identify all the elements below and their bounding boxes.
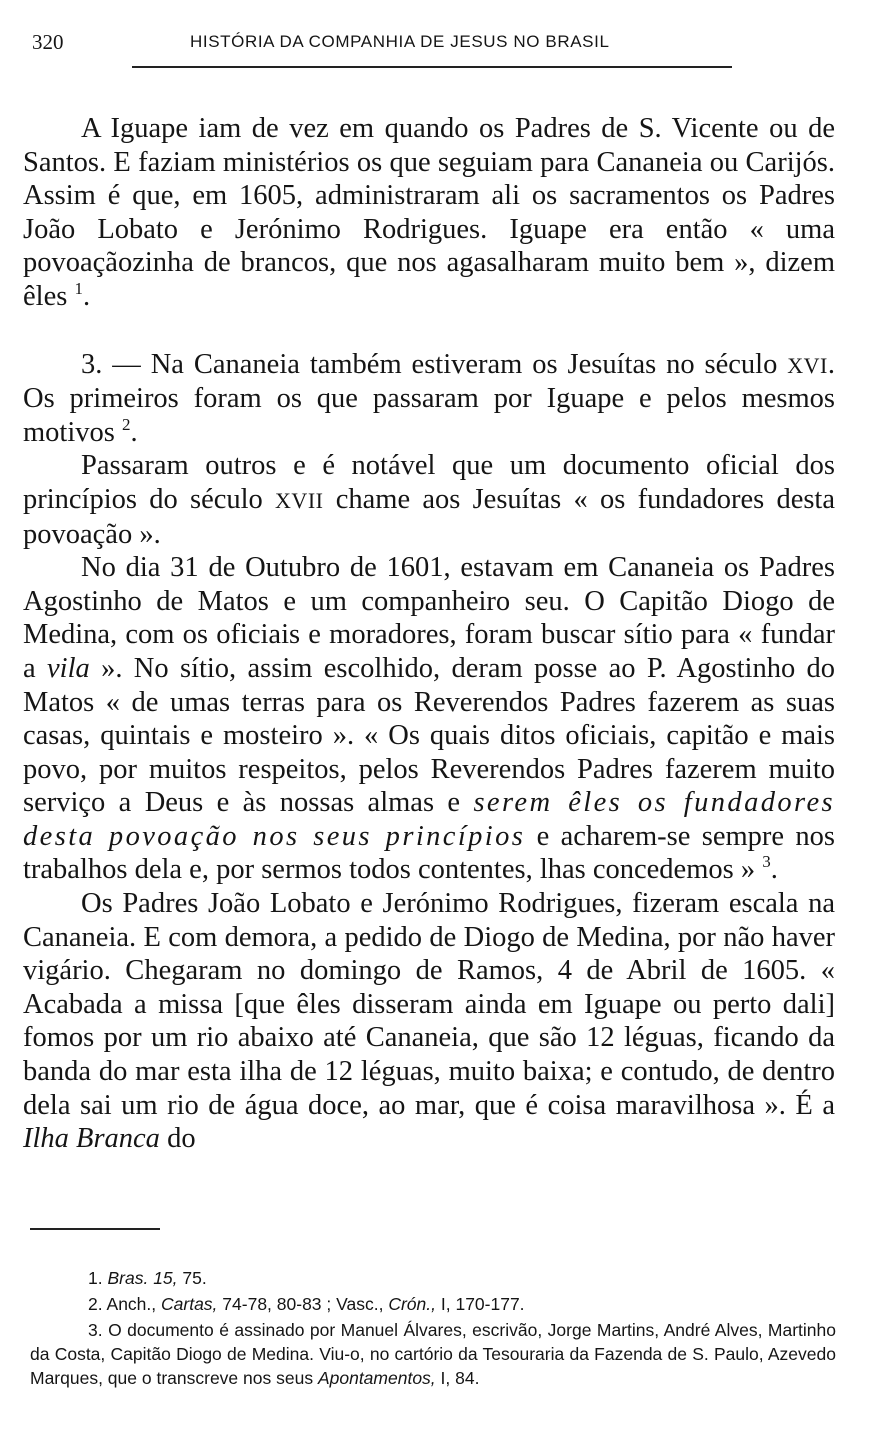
paragraph-text: Os Padres João Lobato e Jerónimo Rodrigues, fizeram escala na Cananeia. E com demora, a pedido de Diogo de Medina, por não haver vigário. Chegaram no domingo de Ramos, 4 de Abril de 1605. « Acabada a missa [que êles disseram ainda em Iguape ou perto dali] fomos por um rio abaixo até Cananeia, que são 12 léguas, ficando da banda do mar esta ilha de 12 léguas, muito baixa; e contudo, de dentro dela sai um rio de água doce, ao mar, que é coisa maravilhosa ». É a (23, 888, 835, 1121)
paragraph-text: Passaram outros e é notável que um documento oficial dos princípios do século (23, 450, 835, 515)
footnote-text: Anch., (106, 1294, 157, 1314)
paragraph-text: ». No sítio, assim escolhido, deram posse ao P. Agostinho do Matos « de umas terras para os Reverendos Padres fazerem as suas casas, quintais e mosteiro ». « Os quais ditos oficiais, capitão e mais povo, por muitos respeitos, pelos Reverendos Padres fazerem muito serviço a Deus e às nossas almas e (23, 652, 836, 819)
footnote-source: Bras. 15, (107, 1268, 178, 1288)
footnote-source: Apontamentos, (317, 1368, 436, 1388)
page-number: 320 (32, 30, 64, 54)
footnote-number: 2. (88, 1294, 103, 1314)
paragraph-text: e acharem-se sempre nos trabalhos dela e, por sermos todos contentes, lhas concedemos » (23, 820, 836, 886)
punctuation: . (130, 416, 138, 448)
paragraph-section-3 (23, 348, 835, 450)
italic-word: vila (47, 652, 90, 684)
footnote-number: 1. (88, 1268, 103, 1288)
footnote-text: 74-78, 80-83 ; Vasc., (222, 1294, 384, 1314)
main-text (23, 112, 835, 1156)
footnote-source: Crón., (388, 1294, 436, 1314)
paragraph-1601 (23, 551, 835, 887)
punctuation: . (770, 854, 778, 886)
footnote-1 (30, 1266, 836, 1290)
paragraph-iguape (23, 112, 835, 314)
paragraph-text: chame aos Jesuítas « os fundadores desta povoação ». (23, 483, 836, 550)
footnote-rule (30, 1228, 160, 1230)
century-numeral: XVI (787, 352, 828, 378)
running-title: HISTÓRIA DA COMPANHIA DE JESUS NO BRASIL (190, 32, 610, 51)
footnotes (30, 1266, 836, 1392)
header-rule (132, 66, 732, 68)
footnote-text: I, 170-177. (440, 1294, 525, 1314)
footnote-ref: 3 (762, 852, 771, 872)
italic-place-name: Ilha Branca (23, 1123, 160, 1155)
footnote-ref: 2 (121, 414, 131, 434)
footnote-2 (30, 1292, 836, 1316)
paragraph-text: 3. — Na Cananeia também estiveram os Jesuítas no século (81, 348, 778, 380)
punctuation: . (82, 280, 91, 312)
emphasized-phrase: serem êles os fundadores desta povoação nos seus princípios (23, 787, 835, 852)
paragraph-text: No dia 31 de Outubro de 1601, estavam em Cananeia os Padres Agostinho de Matos e um companheiro seu. O Capitão Diogo de Medina, com os oficiais e moradores, foram buscar sítio para « fundar a (23, 552, 835, 684)
footnote-3 (30, 1318, 836, 1390)
footnote-text: O documento é assinado por Manuel Álvares, escrivão, Jorge Martins, André Alves, Martinho da Costa, Capitão Diogo de Medina. Viu-o, no cartório da Tesouraria da Fazenda de S. Paulo, Azevedo Marques, que o transcreve nos seus (30, 1320, 836, 1388)
paragraph-text: . Os primeiros foram os que passaram por Iguape e pelos mesmos motivos (23, 348, 836, 448)
paragraph-fundadores (23, 449, 835, 551)
paragraph-text: A Iguape iam de vez em quando os Padres de S. Vicente ou de Santos. E faziam ministérios os que seguiam para Cananeia ou Carijós. Assim é que, em 1605, administraram ali os sacramentos os Padres João Lobato e Jerónimo Rodrigues. Iguape era então « uma povoaçãozinha de brancos, que nos agasalharam muito bem », dizem êles (23, 113, 835, 312)
century-numeral: XVII (275, 487, 324, 513)
paragraph-1605 (23, 887, 835, 1156)
footnote-number: 3. (88, 1320, 103, 1340)
footnote-source: Cartas, (161, 1294, 218, 1314)
footnote-ref: 1 (74, 278, 83, 298)
footnote-text: 75. (182, 1268, 207, 1288)
paragraph-text: do (167, 1123, 196, 1155)
footnote-text: I, 84. (440, 1368, 480, 1388)
